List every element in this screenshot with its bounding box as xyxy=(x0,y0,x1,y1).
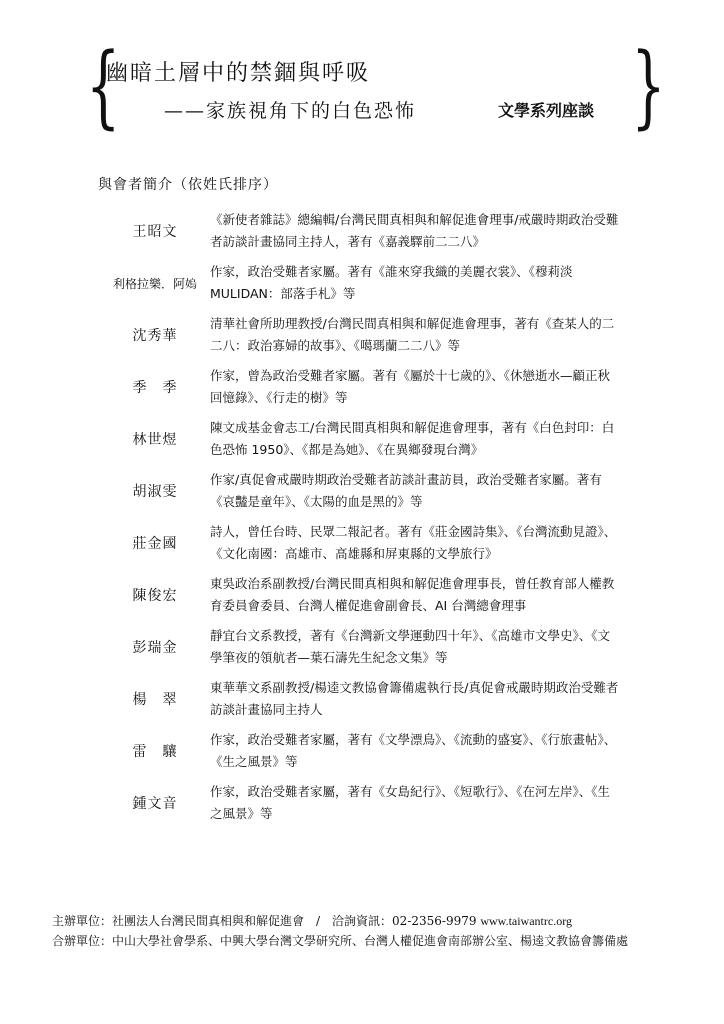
participant-bio: 作家/真促會戒嚴時期政治受難者訪談計畫訪員，政治受難者家屬。著有《哀豔是童年》、《太陽的血是黑的》等 xyxy=(210,472,602,509)
participant-name: 莊金國 xyxy=(132,536,178,552)
organizer-text: 主辦單位：社團法人台灣民間真相與和解促進會 / 洽詢資訊：02-2356-9979 xyxy=(52,914,477,928)
participant-name: 彭瑞金 xyxy=(132,640,178,656)
series-name: 文學系列座談 xyxy=(498,101,595,120)
co-organizer-line: 合辦單位：中山大學社會學系、中興大學台灣文學研究所、台灣人權促進會南部辦公室、楊逵文教協會籌備處 xyxy=(52,934,629,948)
participant-name: 季 季 xyxy=(132,380,178,396)
title-block xyxy=(86,34,666,139)
participant-bio: 作家，政治受難者家屬。著有《誰來穿我織的美麗衣裳》、《穆莉淡 MULIDAN：部落手札》等 xyxy=(210,264,573,301)
participant-row xyxy=(100,361,640,413)
participant-bio: 靜宜台文系教授，著有《台灣新文學運動四十年》、《高雄市文學史》、《文學筆夜的領航者—葉石濤先生紀念文集》等 xyxy=(210,628,611,665)
participant-list xyxy=(100,205,640,829)
participant-bio: 陳文成基金會志工/台灣民間真相與和解促進會理事，著有《白色封印：白色恐怖 1950》、《都是為她》、《在異鄉發現台灣》 xyxy=(210,420,615,457)
event-title: 幽暗土層中的禁錮與呼吸 xyxy=(106,61,371,86)
organizer-line xyxy=(52,911,692,931)
participants-heading: 與會者簡介（依姓氏排序） xyxy=(98,177,278,193)
participant-bio: 作家，曾為政治受難者家屬。著有《屬於十七歲的》、《休戀逝水—顧正秋回憶錄》、《行走的樹》等 xyxy=(210,368,611,405)
left-brace: { xyxy=(86,34,121,139)
participant-bio: 東吳政治系副教授/台灣民間真相與和解促進會理事長，曾任教育部人權教育委員會委員、台灣人權促進會副會長、AI 台灣總會理事 xyxy=(210,576,615,613)
footer xyxy=(52,911,692,951)
website-link[interactable]: www.taiwantrc.org xyxy=(480,914,572,928)
event-subtitle: ——家族視角下的白色恐怖 xyxy=(164,100,417,122)
participant-bio: 清華社會所助理教授/台灣民間真相與和解促進會理事，著有《查某人的二二八：政治寡婦的故事》、《噶瑪蘭二二八》等 xyxy=(210,316,615,353)
participant-row xyxy=(100,309,640,361)
participant-bio: 作家，政治受難者家屬，著有《文學漂鳥》、《流動的盛宴》、《行旅畫帖》、《生之風景》等 xyxy=(210,732,617,769)
participant-bio: 東華華文系副教授/楊逵文教協會籌備處執行長/真促會戒嚴時期政治受難者訪談計畫協同主持人 xyxy=(210,680,619,717)
participant-row xyxy=(100,621,640,673)
participant-bio: 詩人，曾任台時、民眾二報記者。著有《莊金國詩集》、《台灣流動見證》、《文化南國：高雄市、高雄縣和屏東縣的文學旅行》 xyxy=(210,524,617,561)
participant-row xyxy=(100,673,640,725)
participant-name: 利格拉樂．阿𡠄 xyxy=(112,276,197,291)
participant-name: 王昭文 xyxy=(132,224,178,240)
participant-name: 鍾文音 xyxy=(132,796,178,812)
participant-name: 胡淑雯 xyxy=(132,484,178,500)
participant-bio: 《新使者雜誌》總編輯/台灣民間真相與和解促進會理事/戒嚴時期政治受難者訪談計畫協同主持人，著有《嘉義驛前二二八》 xyxy=(210,212,619,249)
participant-row xyxy=(100,257,640,309)
participant-row xyxy=(100,517,640,569)
participant-row xyxy=(100,725,640,777)
participant-name: 雷 驤 xyxy=(132,744,178,760)
participant-name: 楊 翠 xyxy=(132,692,178,708)
participant-row xyxy=(100,465,640,517)
participant-name: 林世煜 xyxy=(132,432,178,448)
participant-name: 沈秀華 xyxy=(132,328,178,344)
participant-row xyxy=(100,413,640,465)
participant-row xyxy=(100,569,640,621)
participant-row xyxy=(100,205,640,257)
participant-bio: 作家，政治受難者家屬，著有《女島紀行》、《短歌行》、《在河左岸》、《生之風景》等 xyxy=(210,784,611,821)
right-brace: } xyxy=(631,34,666,139)
participant-row xyxy=(100,777,640,829)
participant-name: 陳俊宏 xyxy=(132,588,178,604)
